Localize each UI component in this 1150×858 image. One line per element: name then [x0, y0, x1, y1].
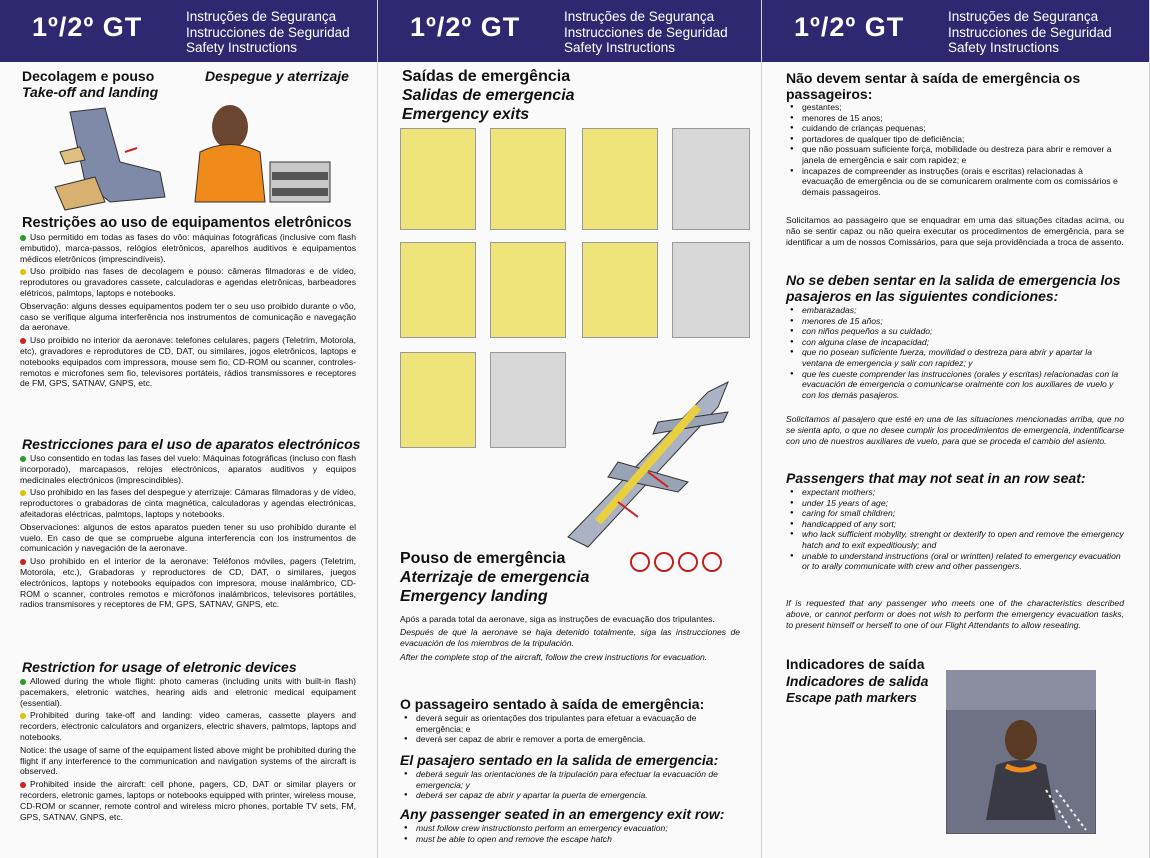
- panel-left: [0, 0, 378, 858]
- header-title-pt: Instruções de Segurança: [186, 9, 337, 24]
- exit-step-9-illustration: [400, 352, 476, 448]
- restrict-seat-note-es: Solicitamos al pasajero que esté en una de las situaciones mencionadas arriba, que no se sienta apto, o que no desee cumplir los procedimientos de emergencia, indentificarse con uno de nuestros auxiliares de vuelo, para que se proceda el cambio del asiento.: [786, 414, 1124, 446]
- restr-es-allowed: Uso consentido en todas las fases del vuelo: Máquinas fotográficas (incluso con flash incorporado), marcapasos, relojes electrónicos, aparatos auditivos y equipos medicinales electrónicos (imprescindibles).: [20, 453, 356, 485]
- header-title-en: Safety Instructions: [948, 40, 1060, 55]
- landing-text-es: Después de que la aeronave se haja detenido totalmente, siga las instrucciones de evacuación de los miembros de la tripulación.: [400, 626, 740, 648]
- header-title-es: Instrucciones de Seguridad: [948, 24, 1112, 40]
- airline-logo: 1º/2º GT: [794, 12, 905, 42]
- seated-title-en: Any passenger seated in an emergency exit row:: [400, 806, 725, 822]
- exit-step-4-illustration: [672, 128, 750, 230]
- no-phone-icon: [630, 552, 650, 572]
- restrict-seat-note-en: If is requested that any passenger who meets one of the characteristics described above, or cannot perform or does not wish to perform the emergency evacuation tasks, to present himself or herself to one of our Flight Attendants to allow reseating.: [786, 598, 1124, 630]
- list-item: ● must be able to open and remove the escape hatch: [400, 834, 740, 845]
- list-item: ● menores de 15 años;: [786, 316, 1124, 327]
- restr-en-note: Notice: the usage of same of the equipament listed above might be prohibited during the flight if any interference to the communication and navigation systems of the aircraft is observed.: [20, 744, 356, 777]
- list-item: ● deverá seguir as orientações dos tripulantes para efetuar a evacuação de emergência; e: [400, 713, 740, 734]
- exit-step-1-illustration: [400, 128, 476, 230]
- restr-pt-takeoff: Uso proibido nas fases de decolagem e pouso: câmeras filmadoras e de vídeo, reprodutores ou gravadores cassete, calculadoras e agendas eletrônicas, barbeadores elétricos, palmtops, laptops e notebooks.: [20, 266, 356, 298]
- list-item: ● incapazes de compreender as instruções (orais e escritas) relacionadas à evacuação de emergência ou de se comunicarem oralmente com os comissários e demais passageiros.: [786, 166, 1124, 198]
- landing-title-en: Emergency landing: [400, 588, 548, 605]
- list-item: ● embarazadas;: [786, 305, 1124, 316]
- list-item: ● que não possuam suficiente força, mobilidade ou destreza para abrir e remover a janela de emergência e sair com rapidez; e: [786, 144, 1124, 165]
- header-title-en: Safety Instructions: [564, 40, 676, 55]
- list-item: ● must follow crew instructionsto perform an emergency evacuation;: [400, 823, 740, 834]
- list-item: ● handicapped of any sort;: [786, 519, 1124, 530]
- list-item: ● gestantes;: [786, 102, 1124, 113]
- exit-step-3-illustration: [582, 128, 658, 230]
- header-title-pt: Instruções de Segurança: [564, 9, 715, 24]
- seated-title-es: El pasajero sentado en la salida de emergencia:: [400, 752, 719, 768]
- panel-header: [0, 0, 377, 62]
- list-item: ● que les cueste comprender las instrucciones (orales y escritas) relacionadas con la evacuación de emergencia o comunicarse oralmente con los auxiliares de vuelo y con los demás pasajeros.: [786, 369, 1124, 401]
- exits-title-en: Emergency exits: [402, 106, 530, 123]
- list-item: ● deberá seguir las orientaciones de la tripulación para efectuar la evacuación de emergencia; y: [400, 769, 740, 790]
- list-item: ● who lack sufficient mobylity, strenght or dexterify to open and remove the emergency hatch and to exit expeditiously; and: [786, 529, 1124, 550]
- no-radio-icon: [702, 552, 722, 572]
- list-item: ● con niños pequeños a su cuidado;: [786, 326, 1124, 337]
- restrict-seat-note-pt: Solicitamos ao passageiro que se enquadrar em uma das situações citadas acima, ou não se sentir capaz ou não queira executar os procedimentos de emergência, para se identificar a um de nossos Comissários, para que seja providênciada a troca de assento.: [786, 215, 1124, 247]
- takeoff-title-pt: Decolagem e pouso: [22, 68, 155, 84]
- escape-title-en: Escape path markers: [786, 690, 917, 705]
- landing-title-pt: Pouso de emergência: [400, 550, 566, 567]
- restr-en-prohibited: Prohibited inside the aircraft: cell phone, pagers, CD, DAT or similar players or recorders, eletronic games, laptops or notebooks equipped with printer, wireless mouse, CD-ROM or scanner, remote control and wireless micro phones, portable TV sets, FM, GPS, SATNAV, GNPS, etc.: [20, 779, 356, 822]
- landing-title-es: Aterrizaje de emergencia: [400, 569, 590, 586]
- panel-header: [762, 0, 1149, 62]
- no-device-icons: [630, 552, 722, 572]
- aircraft-diagram: [558, 352, 758, 552]
- airline-logo: 1º/2º GT: [32, 12, 143, 42]
- list-item: ● expectant mothers;: [786, 487, 1124, 498]
- escape-title-pt: Indicadores de saída: [786, 656, 925, 672]
- restr-pt-title: Restrições ao uso de equipamentos eletrônicos: [22, 215, 352, 231]
- takeoff-illustration: [50, 102, 360, 212]
- no-game-icon: [678, 552, 698, 572]
- restr-pt-note: Observação: alguns desses equipamentos podem ter o seu uso proibido durante o vôo, caso se verifique alguma interferência nos instrumentos de comunicação e navegação da aeronave.: [20, 300, 356, 333]
- seated-title-pt: O passageiro sentado à saída de emergência:: [400, 696, 705, 712]
- exits-title-pt: Saídas de emergência: [402, 68, 571, 85]
- escape-path-illustration: [946, 670, 1096, 834]
- list-item: ● deberá ser capaz de abrir y apartar la puerta de emergencia.: [400, 790, 740, 801]
- airline-logo: 1º/2º GT: [410, 12, 521, 42]
- takeoff-title-es: Despegue y aterrizaje: [205, 68, 349, 84]
- list-item: ● menores de 15 anos;: [786, 113, 1124, 124]
- restr-en-takeoff: Prohibited during take-off and landing: video cameras, cassette players and recorders, electronic calculators and organizers, electric shavers, palmtops, laptops and notebooks.: [20, 710, 356, 742]
- restr-es-note: Observaciones: algunos de estos aparatos pueden tener su uso prohibido durante el vuelo. En caso de que se compruebe alguna interferencia con los instrumentos de comunicación y navegación de la aeronave.: [20, 521, 356, 554]
- list-item: ● con alguna clase de incapacidad;: [786, 337, 1124, 348]
- restrict-seat-title-en: Passengers that may not seat in an row seat:: [786, 470, 1086, 486]
- restrict-seat-title-es: No se deben sentar en la salida de emergencia los pasajeros en las siguientes condiciones:: [786, 272, 1121, 304]
- escape-title-es: Indicadores de salida: [786, 673, 929, 689]
- panel-header: [378, 0, 761, 62]
- takeoff-title-en: Take-off and landing: [22, 84, 159, 100]
- exit-step-7-illustration: [582, 242, 658, 338]
- list-item: ● cuidando de crianças pequenas;: [786, 123, 1124, 134]
- panel-middle: [378, 0, 762, 858]
- exit-step-5-illustration: [400, 242, 476, 338]
- restr-en-title: Restriction for usage of eletronic devices: [22, 659, 297, 675]
- exits-title-es: Salidas de emergencia: [402, 87, 575, 104]
- restr-pt-prohibited: Uso proibido no interior da aeronave: telefones celulares, pagers (Teletrim, Motorola, etc), gravadores e reprodutores de CD, DAT, ou similares, jogos eletrônicos, laptops e notebooks equipados com impressora, mouse sem fio, CD-ROM ou scanner, controles-remotos e microfones sem fio, televisores portáteis, rádios transmissores e receptores de FM, GPS, SATNAV, GNPS, etc.: [20, 335, 356, 389]
- panel-right: [762, 0, 1150, 858]
- restr-en-allowed: Allowed during the whole flight: photo cameras (including units with built-in flash) pacemakers, eletronic watches, hearing aids and eletronic medical equipament (essential).: [20, 676, 356, 708]
- restrict-seat-title-pt: Não devem sentar à saída de emergência os passageiros:: [786, 70, 1081, 102]
- restr-pt-allowed: Uso permitido em todas as fases do vôo: máquinas fotográficas (inclusive com flash embutido), marca-passos, relógios eletrônicos, aparelhos auditivos e equipamentos médicos eletrônicos (imprescindíveis).: [20, 232, 356, 264]
- header-title-pt: Instruções de Segurança: [948, 9, 1099, 24]
- exit-step-6-illustration: [490, 242, 566, 338]
- list-item: ● unable to understand instructions (oral or wrintten) related to emergency evacuation or to arally communicate with crew and other passengers.: [786, 551, 1124, 572]
- landing-text-en: After the complete stop of the aircraft, follow the crew instructions for evacuation.: [400, 652, 708, 663]
- restr-es-title: Restricciones para el uso de aparatos electrónicos: [22, 436, 361, 452]
- exit-step-8-illustration: [672, 242, 750, 338]
- landing-text-pt: Após a parada total da aeronave, siga as instruções de evacuação dos tripulantes.: [400, 614, 715, 624]
- list-item: ● que no posean suficiente fuerza, movilidad o destreza para abrir y apartar la ventana de emergencia y salir con rapidez; y: [786, 347, 1124, 368]
- list-item: ● caring for small children;: [786, 508, 1124, 519]
- header-title-es: Instrucciones de Seguridad: [186, 24, 350, 40]
- exit-step-2-illustration: [490, 128, 566, 230]
- list-item: ● under 15 years of age;: [786, 498, 1124, 509]
- header-title-en: Safety Instructions: [186, 40, 298, 55]
- list-item: ● portadores de qualquer tipo de deficiência;: [786, 134, 1124, 145]
- header-title-es: Instrucciones de Seguridad: [564, 24, 728, 40]
- exit-step-10-illustration: [490, 352, 566, 448]
- restr-es-prohibited: Uso prohibido en el interior de la aeronave: Teléfonos móviles, pagers (Teletrim, Motorola, etc.), Grabadoras y reproductores de CD, DAT, o similares, juegos electrónicos, laptops y notebooks equipados con impresora, mouse inalámbrico, CD-ROM o scanner, controles remotos e micrófonos inalámbricos, televisores portátiles, radios transmisores y receptores de FM, GPS, SATNAV, GNPS, etc.: [20, 556, 356, 610]
- no-laptop-icon: [654, 552, 674, 572]
- list-item: ● deverá ser capaz de abrir e remover a porta de emergência.: [400, 734, 740, 745]
- restr-es-takeoff: Uso prohibido en las fases del despegue y aterrizaje: Cámaras filmadoras y de vídeo, reproductores o grabadoras de cinta magnética, calculadoras y agendas electrónicas, afeitadoras eléctricas, palmtops, laptops y notebooks.: [20, 487, 356, 519]
